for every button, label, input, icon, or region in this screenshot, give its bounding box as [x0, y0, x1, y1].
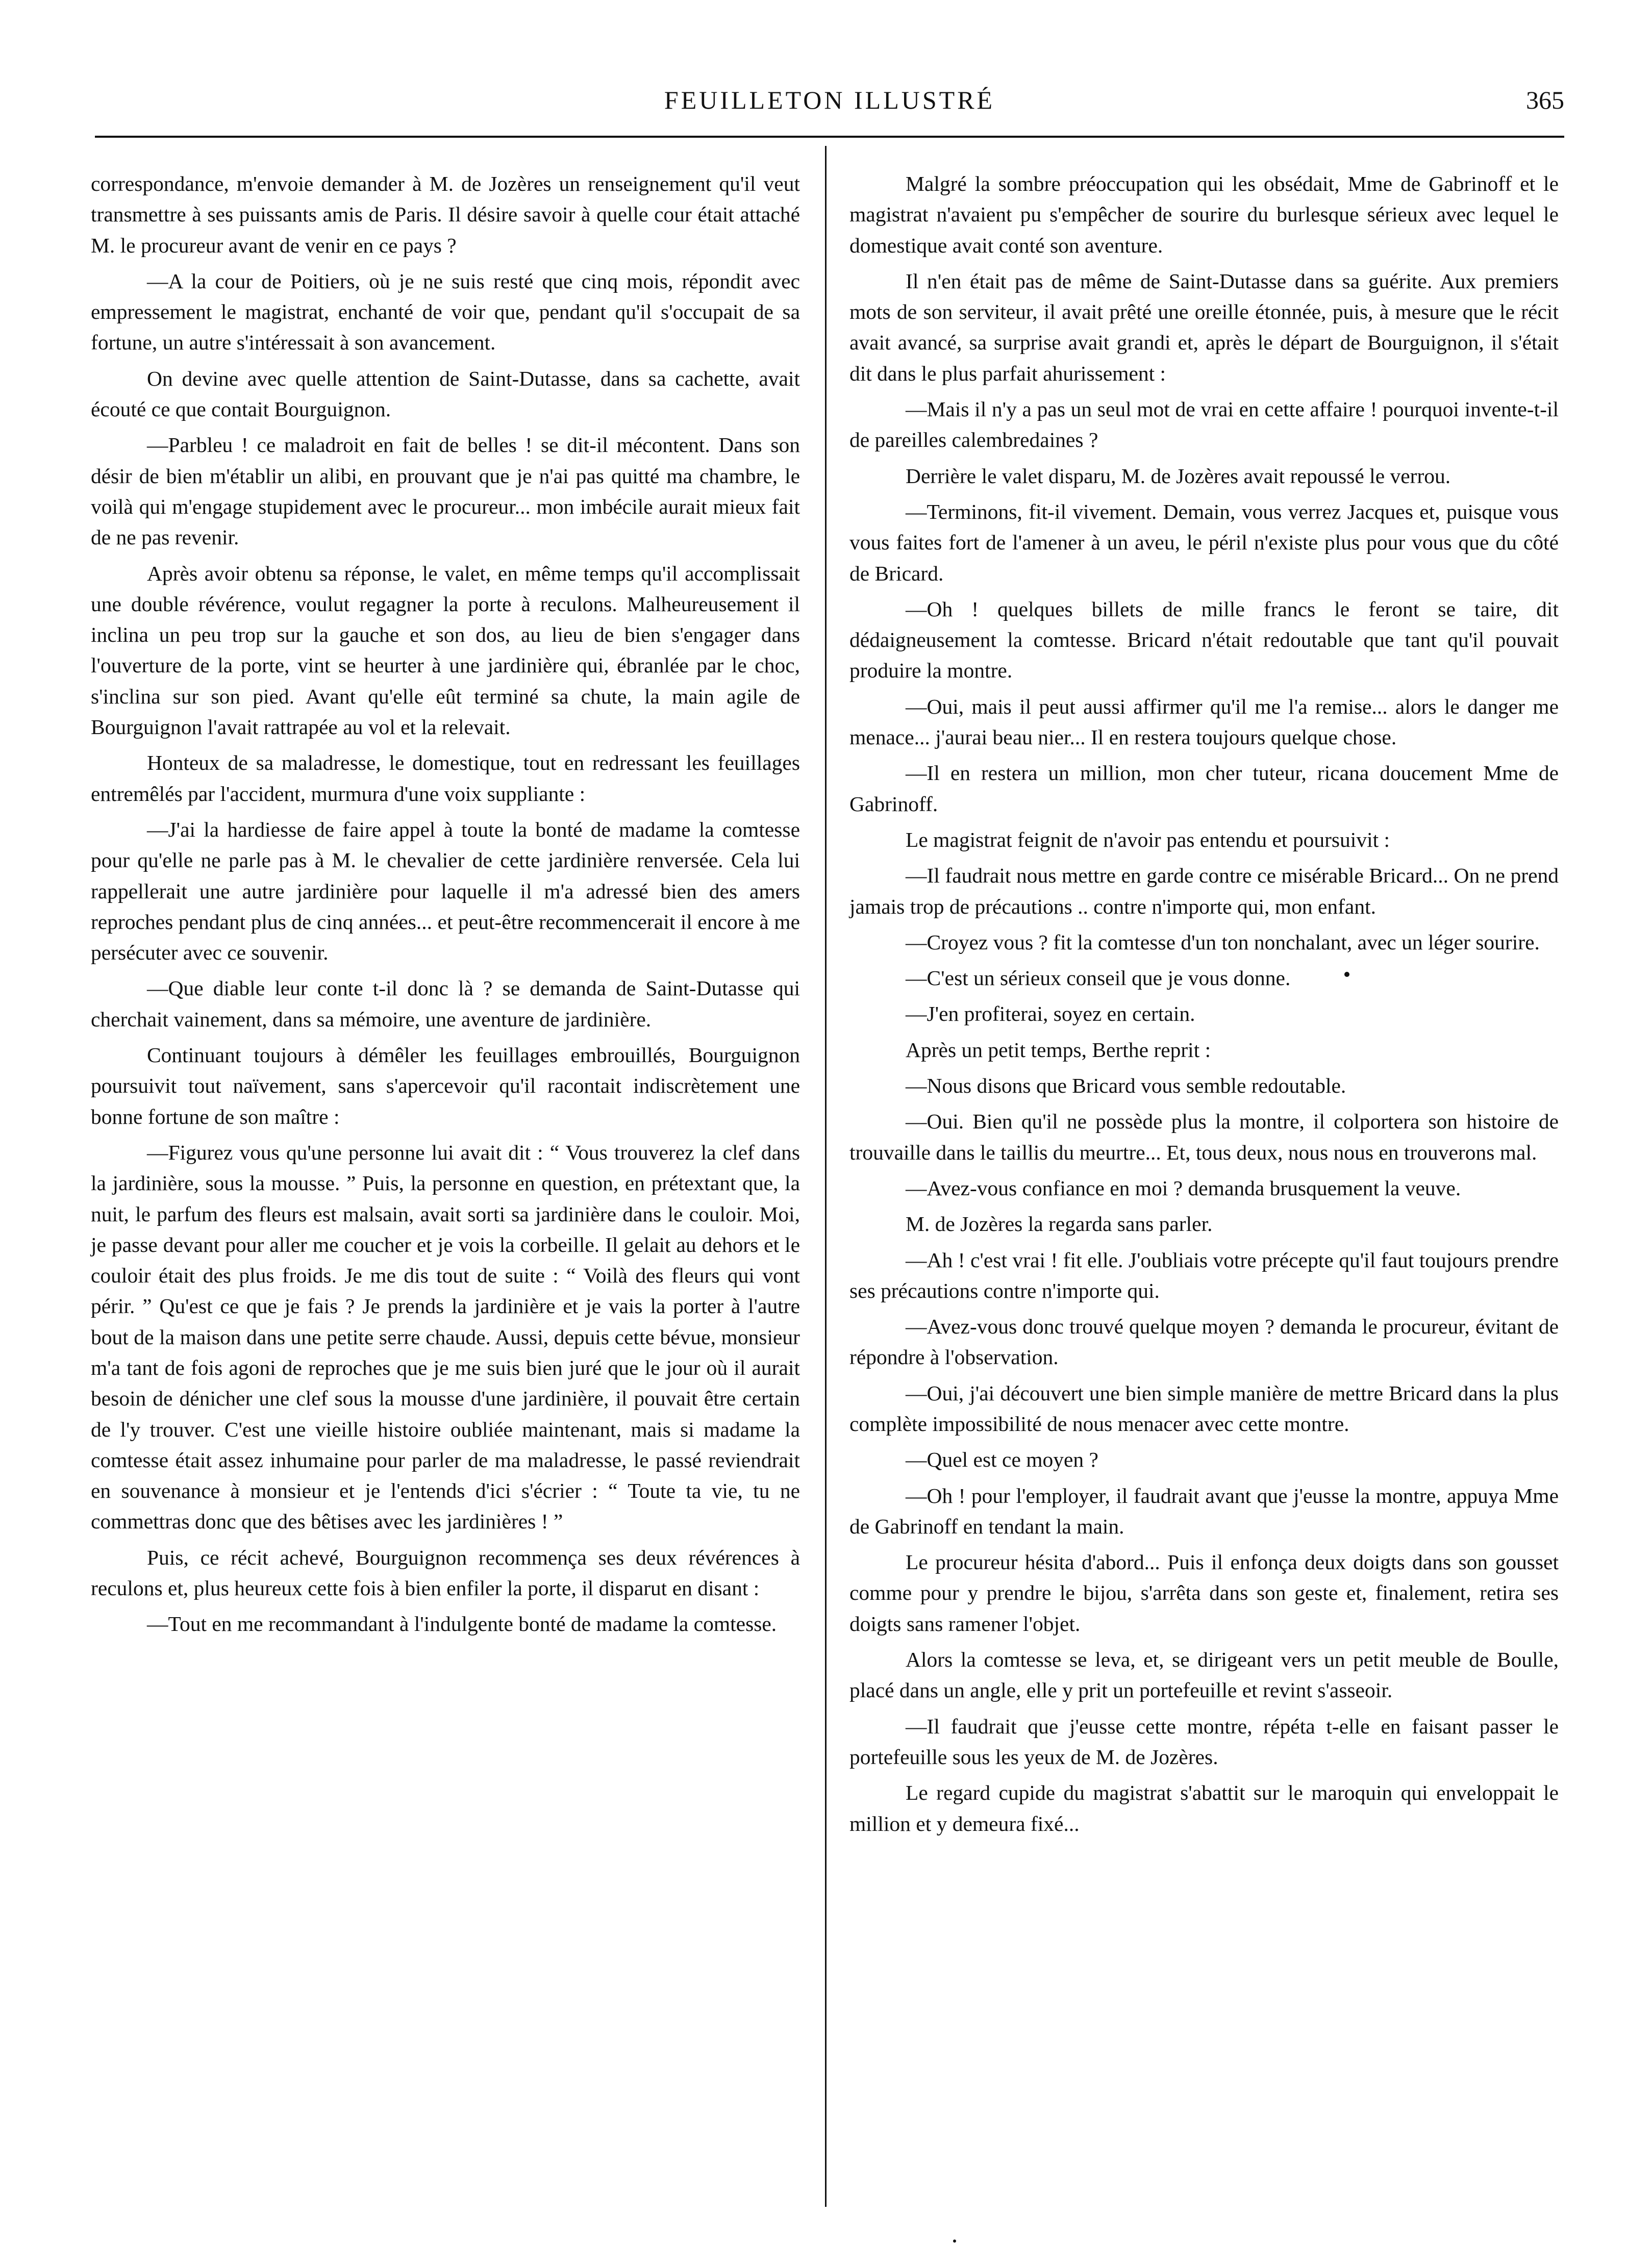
paragraph: —Croyez vous ? fit la comtesse d'un ton nonchalant, avec un léger sourire.: [906, 930, 1540, 954]
paragraph: —J'ai la hardiesse de faire appel à toute la bonté de madame la comtesse pour qu'elle ne parle pas à M. le chevalier de cette jardinière renversée. Cela lui rappellerait une autre jardinière pour laquelle il m'a adressé bien des amers reproches pendant plus de cinq années... et peut-être recommencerait il encore à me persécuter avec ce souvenir.: [91, 817, 800, 965]
paragraph: Après avoir obtenu sa réponse, le valet, en même temps qu'il accomplissait une double révérence, voulut regagner la porte à reculons. Malheureusement il inclina un peu trop sur la gauche et son dos, au lieu de bien s'engager dans l'ouverture de la porte, vint se heurter à une jardinière qui, ébranlée par le choc, s'inclina sur son pied. Avant qu'elle eût terminé sa chute, la main agile de Bourguignon l'avait rattrapée au vol et la relevait.: [91, 561, 800, 739]
paragraph: Il n'en était pas de même de Saint-Dutasse dans sa guérite. Aux premiers mots de son serviteur, il avait prêté une oreille étonnée, puis, à mesure que le récit avait avancé, sa surprise avait grandi et, après le départ de Bourguignon, il s'était dit dans le plus parfait ahurissement :: [849, 269, 1559, 385]
paragraph: —Terminons, fit-il vivement. Demain, vous verrez Jacques et, puisque vous vous faites fort de l'amener à un aveu, le péril n'existe plus pour vous que du côté de Bricard.: [849, 499, 1559, 585]
paragraph: Le procureur hésita d'abord... Puis il enfonça deux doigts dans son gousset comme pour y prendre le bijou, s'arrêta dans son geste et, finalement, retira ses doigts sans ramener l'objet.: [849, 1550, 1559, 1636]
paragraph: —Il en restera un million, mon cher tuteur, ricana doucement Mme de Gabrinoff.: [849, 761, 1559, 816]
paragraph: —Avez-vous confiance en moi ? demanda brusquement la veuve.: [906, 1176, 1461, 1200]
paragraph: —C'est un sérieux conseil que je vous donne.: [906, 966, 1291, 990]
paragraph: —Figurez vous qu'une personne lui avait dit : “ Vous trouverez la clef dans la jardinière, sous la mousse. ” Puis, la personne en question, en prétextant que, la nuit, le parfum des fleurs est malsain, avait sorti sa jardinière dans le couloir. Moi, je passe devant pour aller me coucher et je vois la corbeille. Il gelait au dehors et le couloir était des plus froids. Je me dis tout de suite : “ Voilà des fleurs qui vont périr. ” Qu'est ce que je fais ? Je prends la jardinière et je vais la porter à l'autre bout de la maison dans une petite serre chaude. Aussi, depuis cette bévue, monsieur m'a tant de fois agoni de reproches que je me suis bien juré que le jour où il aurait besoin de dénicher une clef sous la mousse d'une jardinière, il pouvait être certain de l'y trouver. C'est une vieille histoire oubliée maintenant, mais si madame la comtesse était assez inhumaine pour parler de ma maladresse, le passé reviendrait en souvenance à monsieur et je l'entends d'ici s'écrier : “ Toute ta vie, tu ne commettras donc que des bêtises avec les jardinières ! ”: [91, 1140, 800, 1533]
paragraph: —Parbleu ! ce maladroit en fait de belles ! se dit-il mécontent. Dans son désir de bien m'établir un alibi, en prouvant que je n'ai pas quitté ma chambre, le voilà qui m'engage stupidement avec le procureur... mon imbécile aurait mieux fait de ne pas revenir.: [91, 433, 800, 549]
paragraph: —Oui. Bien qu'il ne possède plus la montre, il colportera son histoire de trouvaille dans le taillis du meurtre... Et, tous deux, nous nous en trouverons mal.: [849, 1110, 1559, 1164]
journal-title: FEUILLETON ILLUSTRÉ: [664, 86, 995, 114]
paragraph: —Quel est ce moyen ?: [906, 1448, 1098, 1472]
ink-speck: [1344, 972, 1349, 977]
header-rule: [95, 136, 1564, 138]
paragraph: —Oh ! quelques billets de mille francs le feront se taire, dit dédaigneusement la comtesse. Bricard n'était redoutable que tant qu'il pouvait produire la montre.: [849, 597, 1559, 683]
paragraph: —Que diable leur conte t-il donc là ? se demanda de Saint-Dutasse qui cherchait vainement, dans sa mémoire, une aventure de jardinière.: [91, 976, 800, 1031]
paragraph: Honteux de sa maladresse, le domestique, tout en redressant les feuillages entremêlés par l'accident, murmura d'une voix suppliante :: [91, 751, 800, 806]
paragraph: —Tout en me recommandant à l'indulgente bonté de madame la comtesse.: [147, 1612, 777, 1636]
left-column: [91, 168, 800, 1645]
paragraph: —Il faudrait nous mettre en garde contre ce misérable Bricard... On ne prend jamais trop de précautions .. contre n'importe qui, mon enfant.: [849, 864, 1559, 918]
paragraph: Le magistrat feignit de n'avoir pas entendu et poursuivit :: [906, 827, 1390, 851]
paragraph: correspondance, m'envoie demander à M. de Jozères un renseignement qu'il veut transmettre à ses puissants amis de Paris. Il désire savoir à quelle cour était attaché M. le procureur avant de venir en ce pays ?: [91, 172, 800, 257]
paragraph: M. de Jozères la regarda sans parler.: [906, 1212, 1213, 1236]
page-header: [95, 80, 1564, 120]
paragraph: Après un petit temps, Berthe reprit :: [906, 1038, 1211, 1062]
paragraph: Puis, ce récit achevé, Bourguignon recommença ses deux révérences à reculons et, plus heureux cette fois à bien enfiler la porte, il disparut en disant :: [91, 1545, 800, 1600]
paragraph: —A la cour de Poitiers, où je ne suis resté que cinq mois, répondit avec empressement le magistrat, enchanté de voir que, pendant qu'il s'occupait de sa fortune, un autre s'intéressait à son avancement.: [91, 269, 800, 355]
paragraph: —Oui, mais il peut aussi affirmer qu'il me l'a remise... alors le danger me menace... j'aurai beau nier... Il en restera toujours quelque chose.: [849, 694, 1559, 749]
paragraph: —Oui, j'ai découvert une bien simple manière de mettre Bricard dans la plus complète impossibilité de nous menacer avec cette montre.: [849, 1381, 1559, 1436]
paragraph: —Avez-vous donc trouvé quelque moyen ? demanda le procureur, évitant de répondre à l'observation.: [849, 1315, 1559, 1369]
paragraph: Le regard cupide du magistrat s'abattit sur le maroquin qui enveloppait le million et y demeura fixé...: [849, 1781, 1559, 1835]
column-divider: [825, 146, 827, 2207]
paragraph: On devine avec quelle attention de Saint-Dutasse, dans sa cachette, avait écouté ce que contait Bourguignon.: [91, 366, 800, 421]
paragraph: Alors la comtesse se leva, et, se dirigeant vers un petit meuble de Boulle, placé dans un angle, elle y prit un portefeuille et revint s'asseoir.: [849, 1648, 1559, 1702]
page-number: 365: [1526, 86, 1564, 114]
ink-speck: [953, 2240, 956, 2243]
paragraph: —Mais il n'y a pas un seul mot de vrai en cette affaire ! pourquoi invente-t-il de pareilles calembredaines ?: [849, 397, 1559, 452]
paragraph: —Il faudrait que j'eusse cette montre, répéta t-elle en faisant passer le portefeuille sous les yeux de M. de Jozères.: [849, 1714, 1559, 1769]
paragraph: —Oh ! pour l'employer, il faudrait avant que j'eusse la montre, appuya Mme de Gabrinoff en tendant la main.: [849, 1483, 1559, 1538]
paragraph: Malgré la sombre préoccupation qui les obsédait, Mme de Gabrinoff et le magistrat n'avaient pu s'empêcher de sourire du burlesque sérieux avec lequel le domestique avait conté son aventure.: [849, 172, 1559, 257]
right-column: [849, 168, 1559, 1844]
paragraph: —Nous disons que Bricard vous semble redoutable.: [906, 1074, 1346, 1098]
paragraph: —J'en profiterai, soyez en certain.: [906, 1002, 1195, 1026]
paragraph: Derrière le valet disparu, M. de Jozères avait repoussé le verrou.: [906, 464, 1451, 488]
paragraph: Continuant toujours à démêler les feuillages embrouillés, Bourguignon poursuivit tout naïvement, sans s'apercevoir qu'il racontait indiscrètement une bonne fortune de son maître :: [91, 1043, 800, 1128]
paragraph: —Ah ! c'est vrai ! fit elle. J'oubliais votre précepte qu'il faut toujours prendre ses précautions contre n'importe qui.: [849, 1248, 1559, 1302]
